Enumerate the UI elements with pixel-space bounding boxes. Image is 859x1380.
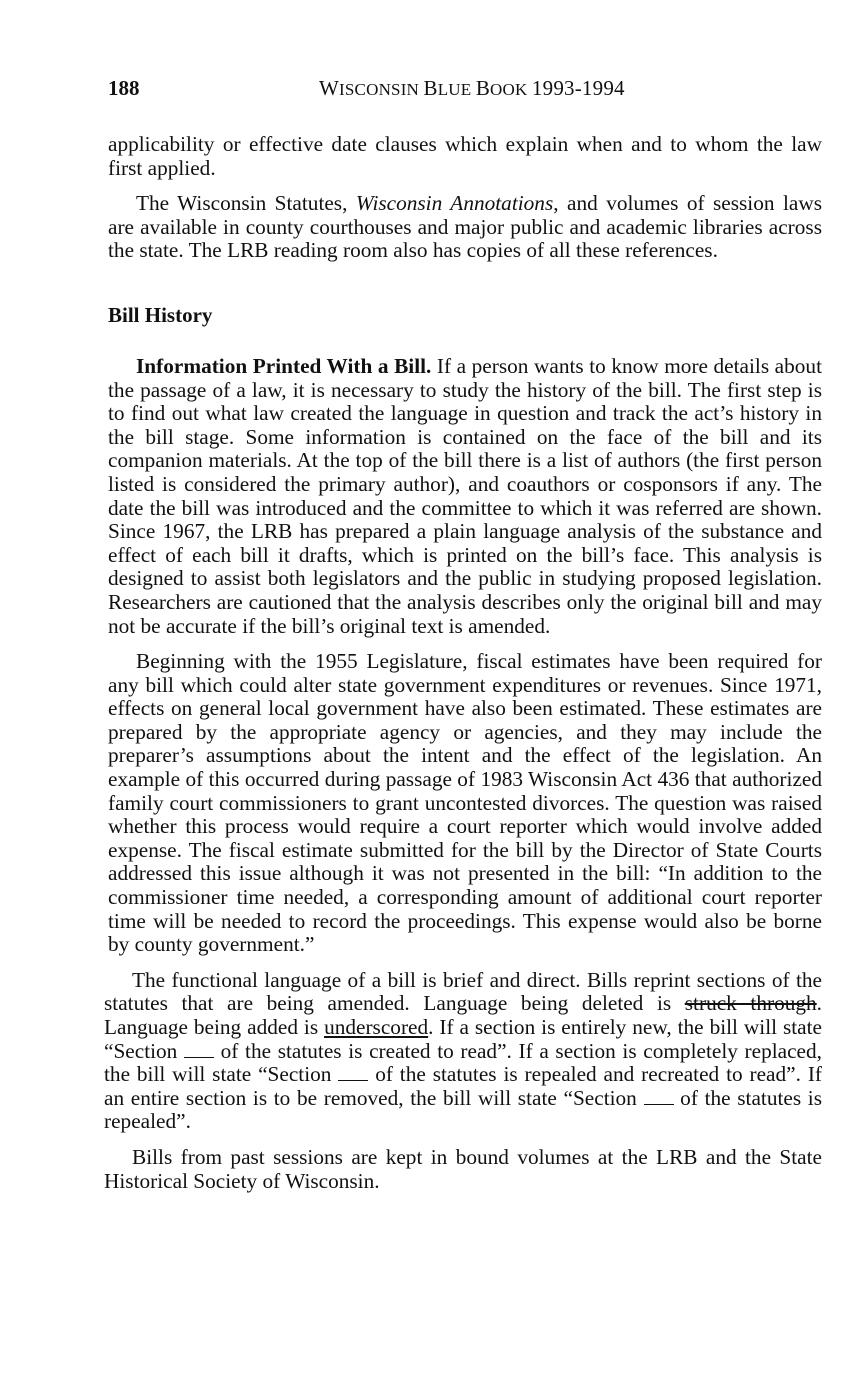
text-run: The Wisconsin Statutes, — [136, 191, 356, 216]
text-run: of the statutes is repealed”. — [104, 1085, 822, 1134]
title-initial: B — [423, 76, 438, 100]
section-heading: Bill History — [108, 302, 213, 327]
paragraph-functional-language — [104, 969, 822, 1134]
text-run: . If a section is entirely new, the bill will state “Section — [104, 1015, 822, 1063]
title-smallcaps: ISCONSIN — [339, 80, 424, 99]
paragraph-fiscal-estimates: Beginning with the 1955 Legislature, fiscal estimates have been required for any bill which could alter state government expenditures or revenues. Since 1971, effects on general local government have also been estimated. These estimates are prepared by the appropriate agency or agencies, and they may include the preparer’s assumptions about the intent and the effect of the legislation. An example of this occurred during passage of 1983 Wisconsin Act 436 that authorized family court commissioners to grant uncontested divorces. The question was raised whether this process would require a court reporter which would involve added expense. The fiscal estimate submitted for the bill by the Director of State Courts addressed this issue although it was not presented in the bill: “In addition to the commissioner time needed, a corresponding amount of additional court reporter time will be needed to record the proceedings. This expense would also be borne by county government.” — [108, 649, 822, 957]
running-title — [319, 76, 625, 101]
paragraph-past-sessions: Bills from past sessions are kept in bound volumes at the LRB and the State Historical Society of Wisconsin. — [104, 1144, 822, 1193]
italic-title: Wisconsin Annotations — [355, 191, 554, 216]
title-initial: B — [475, 76, 491, 100]
title-smallcaps: LUE — [437, 80, 476, 99]
paragraph-information-printed — [108, 355, 822, 638]
underscored-example: underscored — [324, 1015, 429, 1039]
title-years: 1993-1994 — [531, 76, 625, 100]
paragraph-statutes-availability — [108, 192, 822, 263]
page-number: 188 — [108, 76, 140, 100]
text-run: The functional language of a bill is brief and direct. Bills reprint sections of the statutes that are being amended. Language being deleted is — [104, 967, 822, 1016]
struck-through-example: struck through — [684, 991, 817, 1016]
text-run: If a person wants to know more details about the passage of a law, it is necessary to study the history of the bill. The first step is to find out what law created the language in question and track the act’s history in the bill stage. Some information is contained on the face of the bill and its companion materials. At the top of the bill there is a list of authors (the first person listed is considered the primary author), and coauthors or cosponsors if any. The date the bill was introduced and the committee to which it was referred are shown. Since 1967, the LRB has prepared a plain language analysis of the substance and effect of each bill it drafts, which is printed on the bill’s face. This analysis is designed to assist both legislators and the public in studying proposed legislation. Researchers are cautioned that the analysis describes only the original bill and may not be accurate if the bill’s original text is amended. — [108, 353, 823, 638]
text-run: of the statutes is repealed and recreated to read”. If an entire section is to be removed, the bill will state “Section — [104, 1062, 823, 1110]
paragraph-applicability: applicability or effective date clauses which explain when and to whom the law first applied. — [108, 132, 822, 180]
text-run: . Language being added is — [104, 991, 822, 1039]
running-header — [108, 76, 822, 106]
section-blank — [184, 1042, 214, 1058]
title-smallcaps: OOK — [490, 80, 532, 99]
run-in-heading: Information Printed With a Bill. — [136, 353, 432, 378]
section-blank — [338, 1065, 368, 1081]
book-page — [104, 76, 823, 1193]
title-initial: W — [319, 76, 340, 100]
text-run: , and volumes of session laws are available in county courthouses and major public and academic libraries across the state. The LRB reading room also has copies of all these references. — [108, 191, 823, 263]
text-run: of the statutes is created to read”. If a section is completely replaced, the bill will state “Section — [104, 1038, 822, 1087]
section-blank — [644, 1089, 674, 1105]
